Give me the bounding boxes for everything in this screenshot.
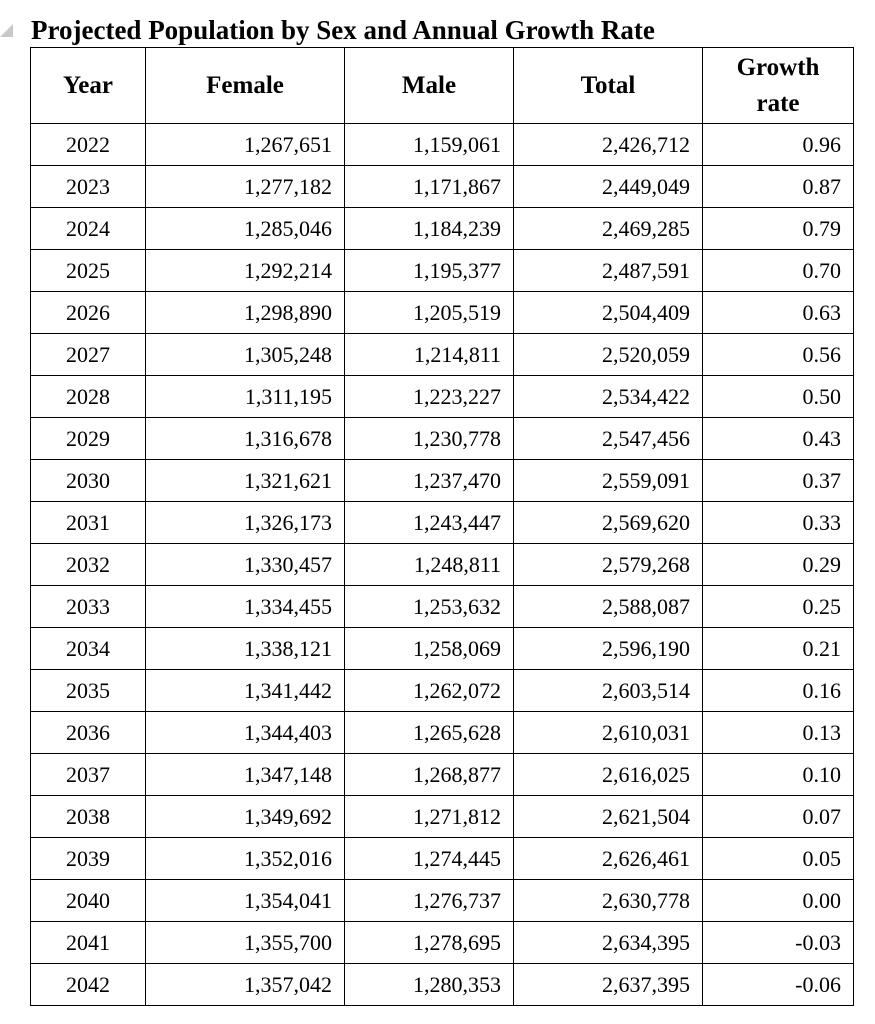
male-cell: 1,159,061 [345,124,514,166]
male-cell: 1,274,445 [345,838,514,880]
female-cell: 1,338,121 [146,628,345,670]
growth-rate-cell: 0.10 [703,754,854,796]
growth-rate-cell: 0.96 [703,124,854,166]
year-cell: 2025 [31,250,146,292]
year-cell: 2030 [31,460,146,502]
table-row [31,838,854,880]
year-cell: 2027 [31,334,146,376]
year-cell: 2031 [31,502,146,544]
table-row [31,544,854,586]
table-row [31,670,854,712]
year-cell: 2037 [31,754,146,796]
total-cell: 2,547,456 [514,418,703,460]
female-cell: 1,357,042 [146,964,345,1006]
growth-rate-cell: 0.43 [703,418,854,460]
male-cell: 1,271,812 [345,796,514,838]
year-cell: 2034 [31,628,146,670]
total-cell: 2,596,190 [514,628,703,670]
female-cell: 1,298,890 [146,292,345,334]
male-cell: 1,248,811 [345,544,514,586]
female-cell: 1,305,248 [146,334,345,376]
total-cell: 2,487,591 [514,250,703,292]
table-row [31,628,854,670]
table-row [31,124,854,166]
table-row [31,754,854,796]
table-row [31,502,854,544]
male-cell: 1,195,377 [345,250,514,292]
header-female: Female [146,48,345,124]
total-cell: 2,504,409 [514,292,703,334]
female-cell: 1,355,700 [146,922,345,964]
female-cell: 1,344,403 [146,712,345,754]
female-cell: 1,292,214 [146,250,345,292]
year-cell: 2028 [31,376,146,418]
header-year: Year [31,48,146,124]
table-move-handle[interactable] [0,24,13,37]
growth-rate-cell: 0.37 [703,460,854,502]
female-cell: 1,349,692 [146,796,345,838]
male-cell: 1,223,227 [345,376,514,418]
total-cell: 2,588,087 [514,586,703,628]
table-row [31,460,854,502]
female-cell: 1,285,046 [146,208,345,250]
male-cell: 1,214,811 [345,334,514,376]
total-cell: 2,610,031 [514,712,703,754]
growth-rate-cell: 0.50 [703,376,854,418]
year-cell: 2039 [31,838,146,880]
total-cell: 2,520,059 [514,334,703,376]
total-cell: 2,621,504 [514,796,703,838]
year-cell: 2035 [31,670,146,712]
year-cell: 2036 [31,712,146,754]
growth-rate-cell: 0.79 [703,208,854,250]
total-cell: 2,559,091 [514,460,703,502]
total-cell: 2,630,778 [514,880,703,922]
female-cell: 1,330,457 [146,544,345,586]
total-cell: 2,626,461 [514,838,703,880]
growth-rate-cell: 0.13 [703,712,854,754]
total-cell: 2,469,285 [514,208,703,250]
growth-rate-cell: 0.70 [703,250,854,292]
growth-rate-cell: -0.06 [703,964,854,1006]
year-cell: 2040 [31,880,146,922]
male-cell: 1,262,072 [345,670,514,712]
table-row [31,922,854,964]
header-row [31,48,854,124]
table-row [31,250,854,292]
table-row [31,334,854,376]
growth-rate-cell: 0.05 [703,838,854,880]
header-male: Male [345,48,514,124]
male-cell: 1,171,867 [345,166,514,208]
male-cell: 1,280,353 [345,964,514,1006]
growth-rate-cell: 0.29 [703,544,854,586]
header-total: Total [514,48,703,124]
growth-rate-cell: 0.21 [703,628,854,670]
table-row [31,586,854,628]
table-row [31,208,854,250]
table-row [31,712,854,754]
table-row [31,964,854,1006]
female-cell: 1,326,173 [146,502,345,544]
growth-rate-cell: 0.56 [703,334,854,376]
total-cell: 2,634,395 [514,922,703,964]
male-cell: 1,276,737 [345,880,514,922]
male-cell: 1,230,778 [345,418,514,460]
growth-rate-cell: 0.00 [703,880,854,922]
male-cell: 1,278,695 [345,922,514,964]
growth-rate-cell: 0.25 [703,586,854,628]
growth-rate-cell: 0.87 [703,166,854,208]
male-cell: 1,258,069 [345,628,514,670]
male-cell: 1,184,239 [345,208,514,250]
total-cell: 2,449,049 [514,166,703,208]
table-row [31,166,854,208]
growth-rate-cell: 0.07 [703,796,854,838]
female-cell: 1,267,651 [146,124,345,166]
year-cell: 2022 [31,124,146,166]
total-cell: 2,569,620 [514,502,703,544]
table-row [31,418,854,460]
header-growth-rate: Growth rate [703,48,854,124]
table-row [31,292,854,334]
male-cell: 1,253,632 [345,586,514,628]
population-table [30,47,854,1006]
female-cell: 1,354,041 [146,880,345,922]
total-cell: 2,426,712 [514,124,703,166]
table-body [31,124,854,1006]
year-cell: 2038 [31,796,146,838]
female-cell: 1,321,621 [146,460,345,502]
total-cell: 2,637,395 [514,964,703,1006]
female-cell: 1,311,195 [146,376,345,418]
year-cell: 2042 [31,964,146,1006]
year-cell: 2032 [31,544,146,586]
table-row [31,376,854,418]
growth-rate-cell: 0.16 [703,670,854,712]
table-row [31,880,854,922]
female-cell: 1,352,016 [146,838,345,880]
female-cell: 1,277,182 [146,166,345,208]
female-cell: 1,334,455 [146,586,345,628]
male-cell: 1,268,877 [345,754,514,796]
table-title: Projected Population by Sex and Annual Growth Rate [31,15,655,45]
growth-rate-cell: 0.63 [703,292,854,334]
total-cell: 2,534,422 [514,376,703,418]
year-cell: 2041 [31,922,146,964]
year-cell: 2029 [31,418,146,460]
total-cell: 2,603,514 [514,670,703,712]
male-cell: 1,205,519 [345,292,514,334]
year-cell: 2033 [31,586,146,628]
male-cell: 1,243,447 [345,502,514,544]
male-cell: 1,237,470 [345,460,514,502]
table-row [31,796,854,838]
female-cell: 1,341,442 [146,670,345,712]
growth-rate-cell: 0.33 [703,502,854,544]
year-cell: 2023 [31,166,146,208]
total-cell: 2,579,268 [514,544,703,586]
year-cell: 2024 [31,208,146,250]
year-cell: 2026 [31,292,146,334]
total-cell: 2,616,025 [514,754,703,796]
male-cell: 1,265,628 [345,712,514,754]
growth-rate-cell: -0.03 [703,922,854,964]
female-cell: 1,316,678 [146,418,345,460]
female-cell: 1,347,148 [146,754,345,796]
